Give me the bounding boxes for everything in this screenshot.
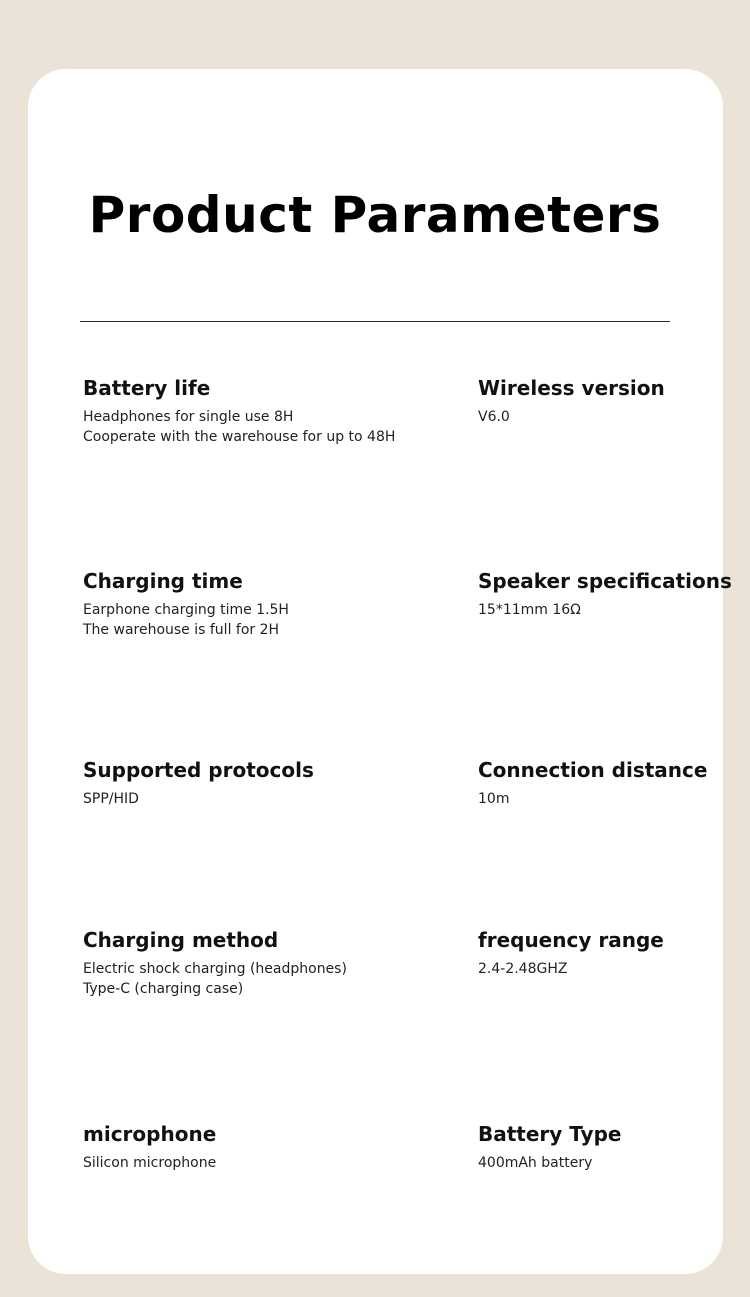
param-value-line: Type-C (charging case) [83,981,244,997]
param-value-line: Electric shock charging (headphones) [83,961,347,977]
param-value [478,1153,750,1173]
param-speaker-specifications [478,568,750,620]
param-value [83,407,413,447]
param-label: Speaker specifications [478,569,732,593]
param-charging-method [83,927,413,999]
param-frequency-range [478,927,750,979]
param-label: Battery Type [478,1122,622,1146]
param-value [83,600,413,640]
param-value-line: Headphones for single use 8H [83,409,294,425]
param-value-line: Earphone charging time 1.5H [83,602,289,618]
param-battery-type [478,1121,750,1173]
param-charging-time [83,568,413,640]
param-label: microphone [83,1122,217,1146]
param-value-line: 15*11mm 16Ω [478,602,581,618]
param-label: Charging time [83,569,243,593]
parameters-card [28,69,723,1274]
param-value-line: V6.0 [478,409,510,425]
page-title: Product Parameters [88,186,662,244]
param-connection-distance [478,757,750,809]
param-value-line: Silicon microphone [83,1155,217,1171]
param-value [478,407,750,427]
param-value-line: Cooperate with the warehouse for up to 48H [83,429,396,445]
param-label: Supported protocols [83,758,314,782]
param-label: Battery life [83,376,211,400]
param-value-line: 2.4-2.48GHZ [478,961,568,977]
param-value [478,789,750,809]
param-wireless-version [478,375,750,427]
param-value-line: 400mAh battery [478,1155,593,1171]
param-label: Charging method [83,928,279,952]
param-value-line: The warehouse is full for 2H [83,622,280,638]
param-value [478,959,750,979]
param-label: Connection distance [478,758,708,782]
param-value [83,789,413,809]
param-value [478,600,750,620]
title-divider [80,321,670,322]
param-battery-life [83,375,413,447]
param-value [83,959,413,999]
param-value-line: 10m [478,791,510,807]
param-supported-protocols [83,757,413,809]
param-label: frequency range [478,928,664,952]
param-value [83,1153,413,1173]
param-value-line: SPP/HID [83,791,139,807]
param-label: Wireless version [478,376,665,400]
param-microphone [83,1121,413,1173]
